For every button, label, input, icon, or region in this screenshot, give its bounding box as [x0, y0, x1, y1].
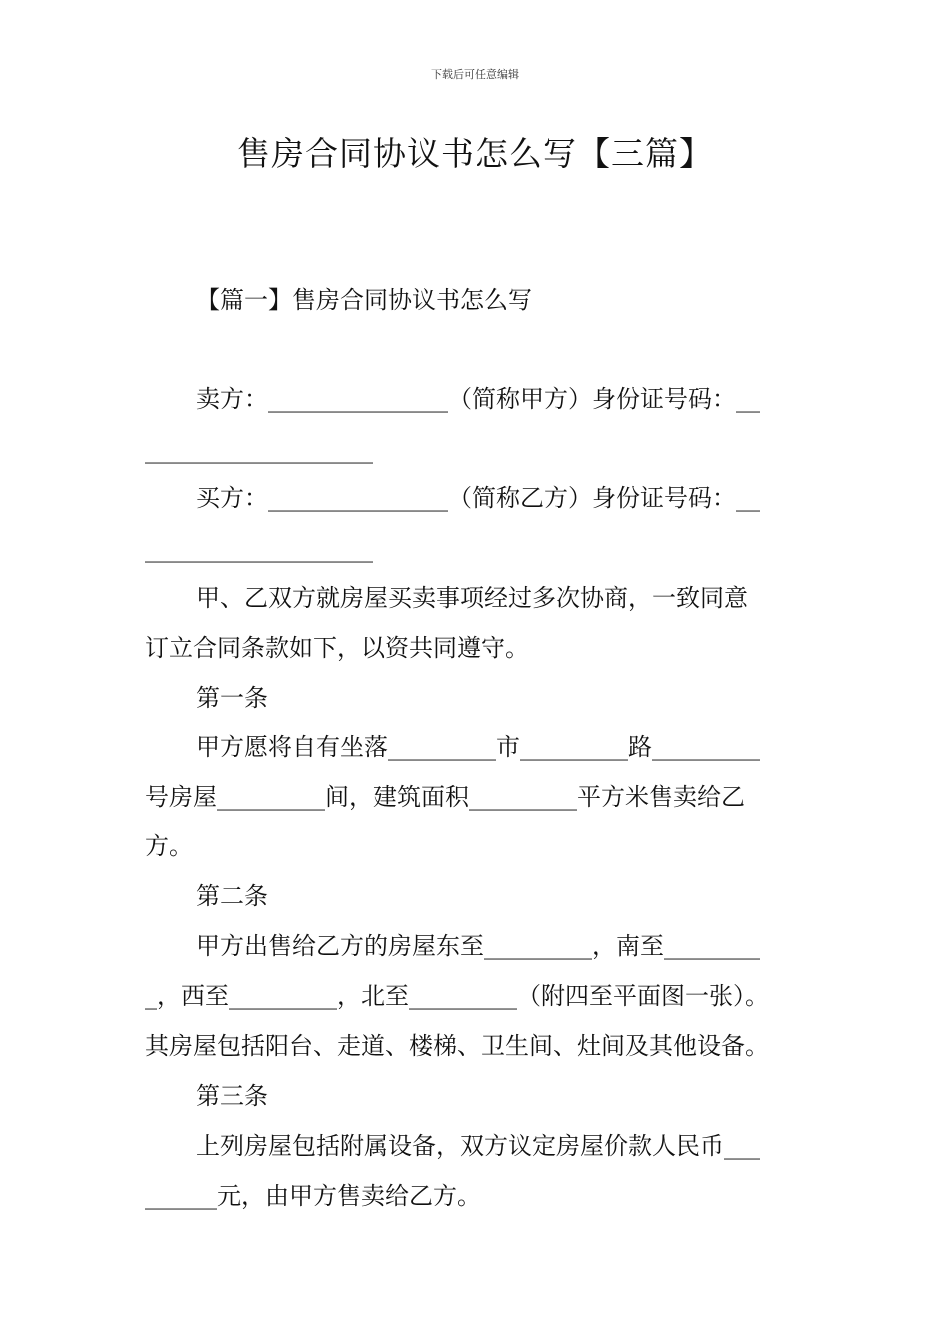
buyer-line-cont: ___________________ — [145, 535, 373, 563]
seller-line-cont: ___________________ — [145, 436, 373, 464]
buyer-line: 买方：_______________（简称乙方）身份证号码：__ — [196, 484, 760, 512]
page-header-note: 下载后可任意编辑 — [431, 68, 519, 81]
article-1-line-1: 甲方愿将自有坐落_________市_________路_________ — [196, 733, 760, 761]
intro-paragraph-line-1: 甲、乙双方就房屋买卖事项经过多次协商，一致同意 — [196, 584, 748, 612]
intro-paragraph-line-2: 订立合同条款如下，以资共同遵守。 — [145, 634, 529, 662]
article-3-heading: 第三条 — [196, 1082, 268, 1110]
article-2-line-2: _，西至_________，北至_________（附四至平面图一张）。 — [145, 982, 769, 1010]
article-1-line-3: 方。 — [145, 832, 193, 860]
article-1-line-2: 号房屋_________间，建筑面积_________平方米售卖给乙 — [145, 783, 745, 811]
article-3-line-1: 上列房屋包括附属设备，双方议定房屋价款人民币___ — [196, 1132, 760, 1160]
seller-line: 卖方：_______________（简称甲方）身份证号码：__ — [196, 385, 760, 413]
article-2-line-1: 甲方出售给乙方的房屋东至_________，南至________ — [196, 932, 760, 960]
document-title: 售房合同协议书怎么写【三篇】 — [237, 134, 713, 173]
section-heading: 【篇一】售房合同协议书怎么写 — [196, 286, 532, 314]
article-1-heading: 第一条 — [196, 684, 268, 712]
article-3-line-2: ______元，由甲方售卖给乙方。 — [145, 1182, 481, 1210]
article-2-line-3: 其房屋包括阳台、走道、楼梯、卫生间、灶间及其他设备。 — [145, 1032, 769, 1060]
article-2-heading: 第二条 — [196, 882, 268, 910]
